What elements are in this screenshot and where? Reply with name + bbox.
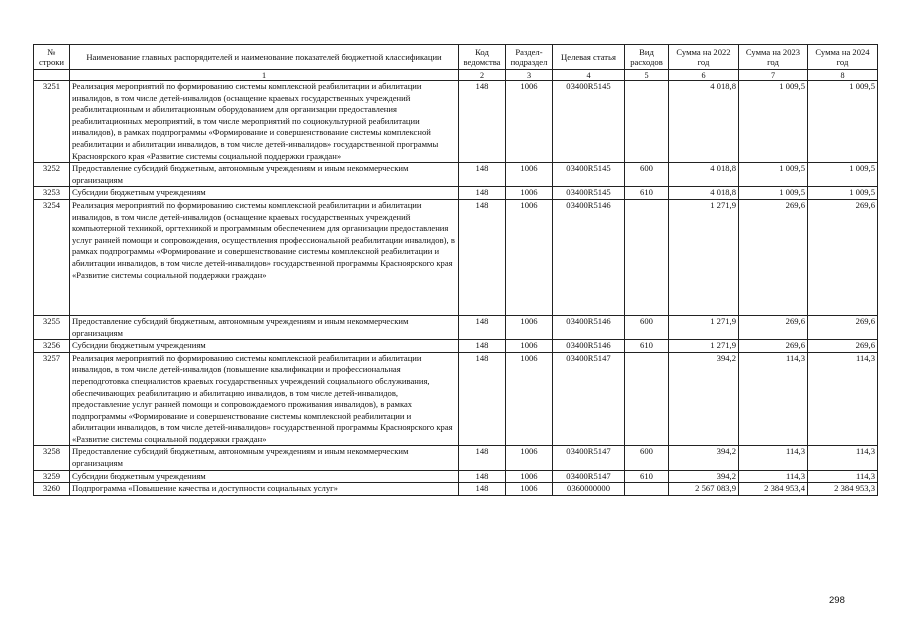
- target-article: 03400R5145: [553, 187, 625, 200]
- row-number: 3253: [34, 187, 70, 200]
- expense-type: [625, 352, 669, 446]
- row-number: 3254: [34, 199, 70, 315]
- table-row: [34, 315, 878, 339]
- sum-2023: 1 009,5: [739, 187, 808, 200]
- row-number: 3258: [34, 446, 70, 470]
- table-column-index-row: [34, 70, 878, 81]
- sum-2023: 2 384 953,4: [739, 483, 808, 496]
- sum-2024: 1 009,5: [808, 81, 878, 163]
- section-code: 1006: [506, 483, 553, 496]
- sum-2022: 1 271,9: [669, 315, 739, 339]
- expense-type: 610: [625, 470, 669, 483]
- expense-type: [625, 199, 669, 315]
- row-number: 3257: [34, 352, 70, 446]
- sum-2022: 394,2: [669, 446, 739, 470]
- department-code: 148: [459, 340, 506, 353]
- sum-2023: 1 009,5: [739, 81, 808, 163]
- row-name: Субсидии бюджетным учреждениям: [70, 187, 459, 200]
- table-row: [34, 352, 878, 446]
- sum-2024: 269,6: [808, 315, 878, 339]
- column-index: 4: [553, 70, 625, 81]
- sum-2024: 269,6: [808, 340, 878, 353]
- header-target-article: Целевая статья: [553, 45, 625, 70]
- department-code: 148: [459, 187, 506, 200]
- section-code: 1006: [506, 340, 553, 353]
- section-code: 1006: [506, 352, 553, 446]
- row-name: Предоставление субсидий бюджетным, автономным учреждениям и иным некоммерческим организациям: [70, 446, 459, 470]
- column-index: 6: [669, 70, 739, 81]
- column-index: 2: [459, 70, 506, 81]
- department-code: 148: [459, 446, 506, 470]
- sum-2022: 2 567 083,9: [669, 483, 739, 496]
- table-header-row: [34, 45, 878, 70]
- sum-2022: 1 271,9: [669, 340, 739, 353]
- header-expense-type: Вид расходов: [625, 45, 669, 70]
- sum-2024: 2 384 953,3: [808, 483, 878, 496]
- department-code: 148: [459, 352, 506, 446]
- target-article: 0360000000: [553, 483, 625, 496]
- sum-2023: 114,3: [739, 446, 808, 470]
- header-section: Раздел-подраздел: [506, 45, 553, 70]
- header-row-number: № строки: [34, 45, 70, 70]
- sum-2022: 394,2: [669, 352, 739, 446]
- section-code: 1006: [506, 187, 553, 200]
- page-number: 298: [829, 595, 845, 606]
- budget-table: [33, 44, 878, 496]
- row-number: 3256: [34, 340, 70, 353]
- table-row: [34, 163, 878, 187]
- table-row: [34, 340, 878, 353]
- row-name: Реализация мероприятий по формированию системы комплексной реабилитации и абилитации инвалидов, в том числе детей-инвалидов (оснащение краевых государственных учреждений компьютерной техникой, оргтехникой и программным обеспечением для организации предоставления услуг ранней помощи и сопровождения, осуществления профессиональной реабилитации инвалидов), в рамках подпрограммы «Формирование и совершенствование системы комплексной реабилитации и абилитации инвалидов, в том числе детей-инвалидов» государственной программы Красноярского края «Развитие системы социальной поддержки граждан»: [70, 199, 459, 315]
- row-number: 3255: [34, 315, 70, 339]
- column-index: 3: [506, 70, 553, 81]
- target-article: 03400R5145: [553, 163, 625, 187]
- target-article: 03400R5147: [553, 446, 625, 470]
- row-number: 3252: [34, 163, 70, 187]
- header-department-code: Код ведомства: [459, 45, 506, 70]
- row-number: 3259: [34, 470, 70, 483]
- column-index: [34, 70, 70, 81]
- section-code: 1006: [506, 163, 553, 187]
- table-row: [34, 199, 878, 315]
- column-index: 8: [808, 70, 878, 81]
- sum-2024: 1 009,5: [808, 163, 878, 187]
- sum-2022: 394,2: [669, 470, 739, 483]
- sum-2022: 1 271,9: [669, 199, 739, 315]
- target-article: 03400R5146: [553, 199, 625, 315]
- row-name: Субсидии бюджетным учреждениям: [70, 470, 459, 483]
- column-index: 5: [625, 70, 669, 81]
- header-name: Наименование главных распорядителей и наименование показателей бюджетной классификации: [70, 45, 459, 70]
- department-code: 148: [459, 315, 506, 339]
- expense-type: [625, 483, 669, 496]
- header-sum-2022: Сумма на 2022 год: [669, 45, 739, 70]
- sum-2022: 4 018,8: [669, 187, 739, 200]
- row-name: Предоставление субсидий бюджетным, автономным учреждениям и иным некоммерческим организациям: [70, 315, 459, 339]
- row-name: Субсидии бюджетным учреждениям: [70, 340, 459, 353]
- sum-2024: 114,3: [808, 446, 878, 470]
- row-number: 3251: [34, 81, 70, 163]
- row-name: Предоставление субсидий бюджетным, автономным учреждениям и иным некоммерческим организациям: [70, 163, 459, 187]
- section-code: 1006: [506, 446, 553, 470]
- sum-2024: 1 009,5: [808, 187, 878, 200]
- table-row: [34, 483, 878, 496]
- expense-type: 610: [625, 340, 669, 353]
- target-article: 03400R5147: [553, 352, 625, 446]
- header-sum-2024: Сумма на 2024 год: [808, 45, 878, 70]
- target-article: 03400R5147: [553, 470, 625, 483]
- row-name: Подпрограмма «Повышение качества и доступности социальных услуг»: [70, 483, 459, 496]
- target-article: 03400R5145: [553, 81, 625, 163]
- sum-2022: 4 018,8: [669, 163, 739, 187]
- section-code: 1006: [506, 199, 553, 315]
- sum-2023: 269,6: [739, 315, 808, 339]
- department-code: 148: [459, 483, 506, 496]
- target-article: 03400R5146: [553, 340, 625, 353]
- sum-2024: 114,3: [808, 470, 878, 483]
- sum-2023: 114,3: [739, 470, 808, 483]
- expense-type: 600: [625, 315, 669, 339]
- sum-2023: 114,3: [739, 352, 808, 446]
- department-code: 148: [459, 470, 506, 483]
- sum-2022: 4 018,8: [669, 81, 739, 163]
- sum-2023: 269,6: [739, 340, 808, 353]
- department-code: 148: [459, 81, 506, 163]
- row-name: Реализация мероприятий по формированию системы комплексной реабилитации и абилитации инвалидов, в том числе детей-инвалидов (повышение квалификации и профессиональная переподготовка специалистов краевых государственных учреждений социального обслуживания, обеспечивающих реабилитацию и абилитацию инвалидов, в том числе детей-инвалидов, предоставление услуг ранней помощи и сопровождаемого проживания инвалидов), в рамках подпрограммы «Формирование и совершенствование системы комплексной реабилитации и абилитации инвалидов, в том числе детей-инвалидов» государственной программы Красноярского края «Развитие системы социальной поддержки граждан»: [70, 352, 459, 446]
- section-code: 1006: [506, 81, 553, 163]
- target-article: 03400R5146: [553, 315, 625, 339]
- table-row: [34, 446, 878, 470]
- department-code: 148: [459, 163, 506, 187]
- section-code: 1006: [506, 470, 553, 483]
- row-number: 3260: [34, 483, 70, 496]
- sum-2024: 114,3: [808, 352, 878, 446]
- sum-2023: 269,6: [739, 199, 808, 315]
- column-index: 1: [70, 70, 459, 81]
- sum-2024: 269,6: [808, 199, 878, 315]
- table-row: [34, 187, 878, 200]
- header-sum-2023: Сумма на 2023 год: [739, 45, 808, 70]
- sum-2023: 1 009,5: [739, 163, 808, 187]
- department-code: 148: [459, 199, 506, 315]
- expense-type: 610: [625, 187, 669, 200]
- expense-type: 600: [625, 163, 669, 187]
- table-row: [34, 470, 878, 483]
- expense-type: 600: [625, 446, 669, 470]
- row-name: Реализация мероприятий по формированию системы комплексной реабилитации и абилитации инвалидов, в том числе детей-инвалидов (оснащение краевых государственных учреждений реабилитационным и абилитационным оборудованием для организации предоставления реабилитационных мероприятий, в том числе мероприятий по социокультурной реабилитации инвалидов), в рамках подпрограммы «Формирование и совершенствование системы комплексной реабилитации и абилитации инвалидов, в том числе детей-инвалидов» государственной программы Красноярского края «Развитие системы социальной поддержки граждан»: [70, 81, 459, 163]
- table-row: [34, 81, 878, 163]
- column-index: 7: [739, 70, 808, 81]
- expense-type: [625, 81, 669, 163]
- section-code: 1006: [506, 315, 553, 339]
